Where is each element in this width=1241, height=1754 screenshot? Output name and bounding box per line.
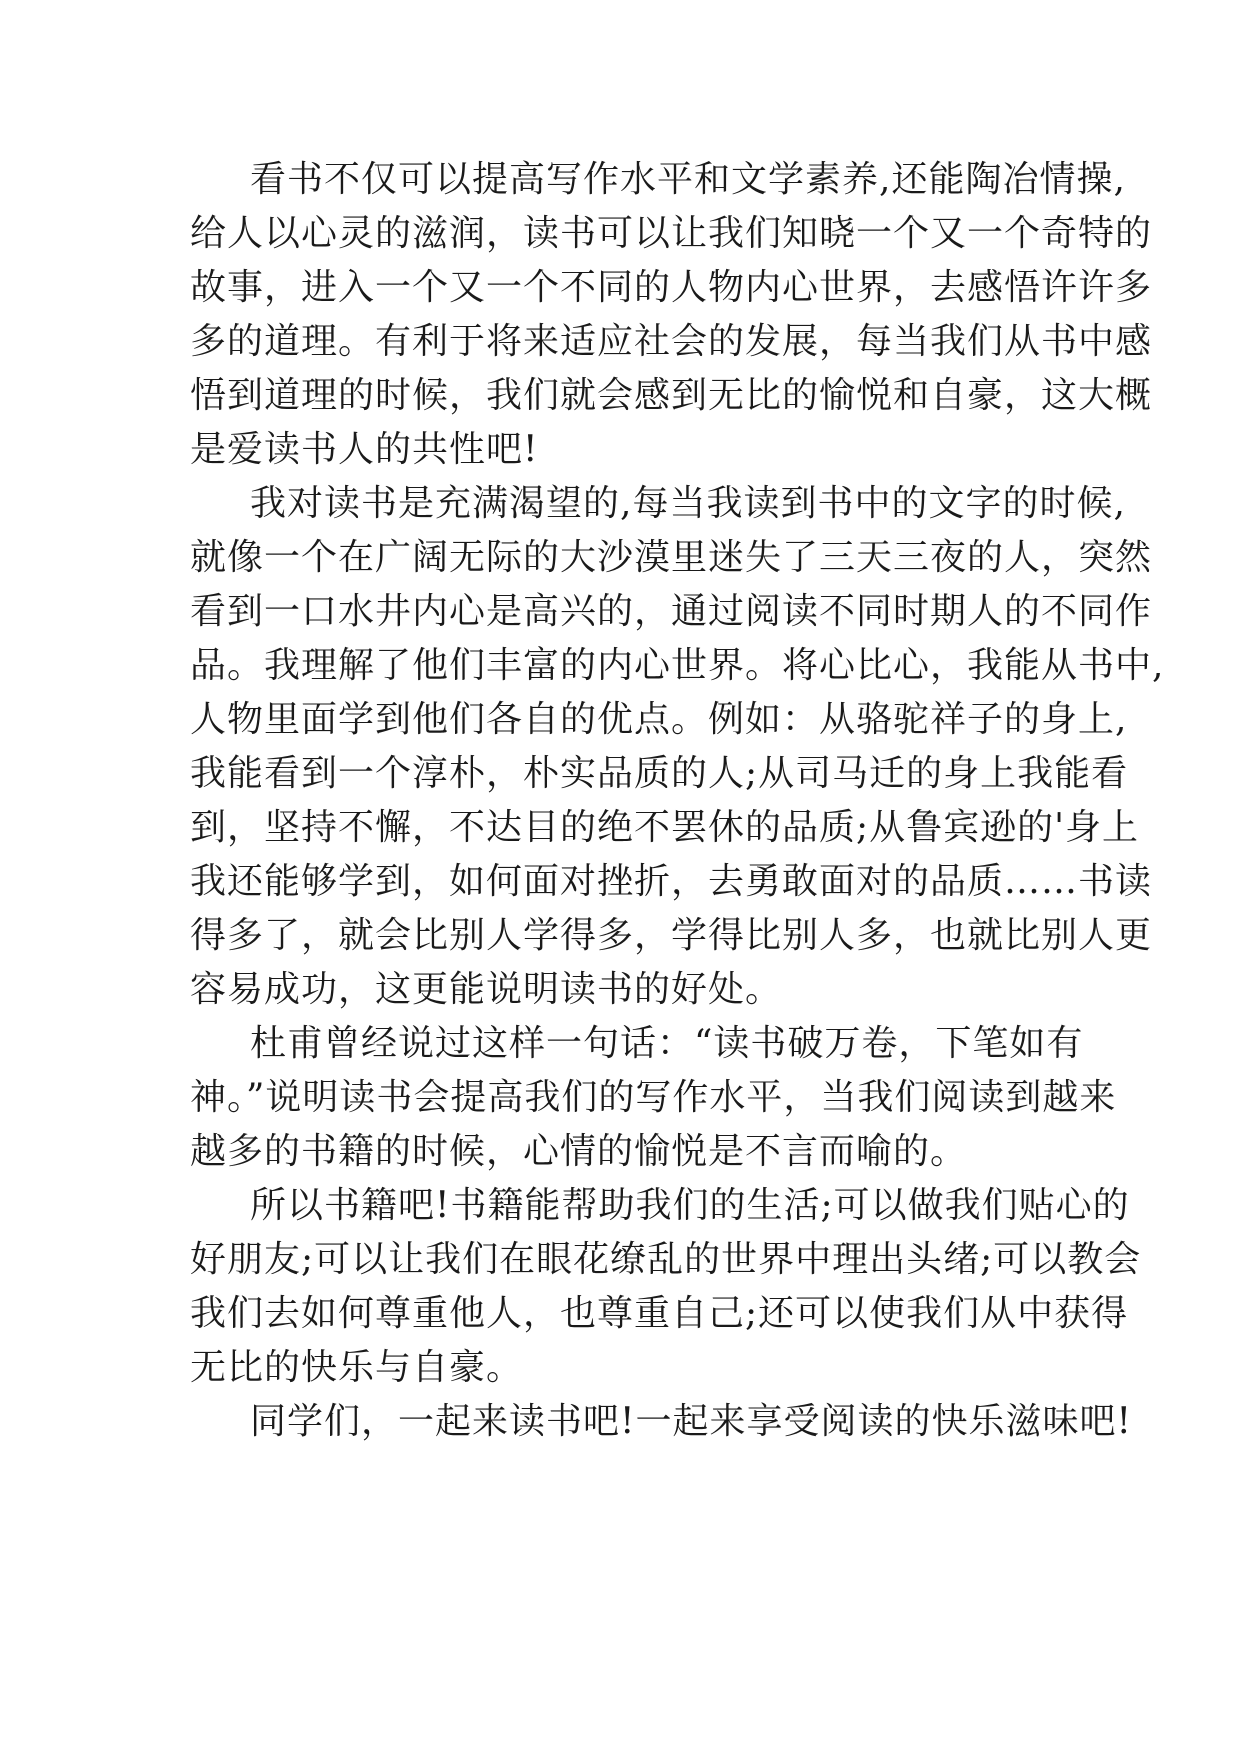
text-line: 就像一个在广阔无际的大沙漠里迷失了三天三夜的人，突然: [190, 537, 1153, 578]
text-line: 我对读书是充满渴望的,每当我读到书中的文字的时候,: [250, 483, 1126, 524]
text-line: 神。”说明读书会提高我们的写作水平，当我们阅读到越来: [190, 1077, 1117, 1118]
text-line: 看到一口水井内心是高兴的，通过阅读不同时期人的不同作: [190, 591, 1153, 632]
text-line: 好朋友;可以让我们在眼花缭乱的世界中理出头绪;可以教会: [190, 1239, 1142, 1280]
text-line: 同学们，一起来读书吧!一起来享受阅读的快乐滋味吧!: [250, 1401, 1132, 1442]
text-line: 品。我理解了他们丰富的内心世界。将心比心，我能从书中,: [190, 645, 1165, 686]
text-line: 到，坚持不懈，不达目的绝不罢休的品质;从鲁宾逊的'身上: [190, 807, 1140, 848]
text-line: 容易成功，这更能说明读书的好处。: [190, 969, 783, 1010]
text-line: 我们去如何尊重他人，也尊重自己;还可以使我们从中获得: [190, 1293, 1129, 1334]
text-line: 是爱读书人的共性吧!: [190, 429, 539, 470]
text-line: 我能看到一个淳朴，朴实品质的人;从司马迁的身上我能看: [190, 753, 1129, 794]
text-line: 所以书籍吧!书籍能帮助我们的生活;可以做我们贴心的: [250, 1185, 1130, 1226]
text-line: 多的道理。有利于将来适应社会的发展，每当我们从书中感: [190, 321, 1153, 362]
text-line: 无比的快乐与自豪。: [190, 1347, 524, 1388]
text-line: 给人以心灵的滋润，读书可以让我们知晓一个又一个奇特的: [190, 213, 1153, 254]
text-line: 故事，进入一个又一个不同的人物内心世界，去感悟许许多: [190, 267, 1153, 308]
text-line: 人物里面学到他们各自的优点。例如：从骆驼祥子的身上,: [190, 699, 1128, 740]
text-line: 悟到道理的时候，我们就会感到无比的愉悦和自豪，这大概: [190, 375, 1153, 416]
text-line: 杜甫曾经说过这样一句话：“读书破万卷，下笔如有: [250, 1023, 1084, 1064]
text-line: 看书不仅可以提高写作水平和文学素养,还能陶冶情操,: [250, 159, 1126, 200]
text-line: 我还能够学到，如何面对挫折，去勇敢面对的品质……书读: [190, 861, 1153, 902]
text-line: 越多的书籍的时候，心情的愉悦是不言而喻的。: [190, 1131, 968, 1172]
text-line: 得多了，就会比别人学得多，学得比别人多，也就比别人更: [190, 915, 1153, 956]
